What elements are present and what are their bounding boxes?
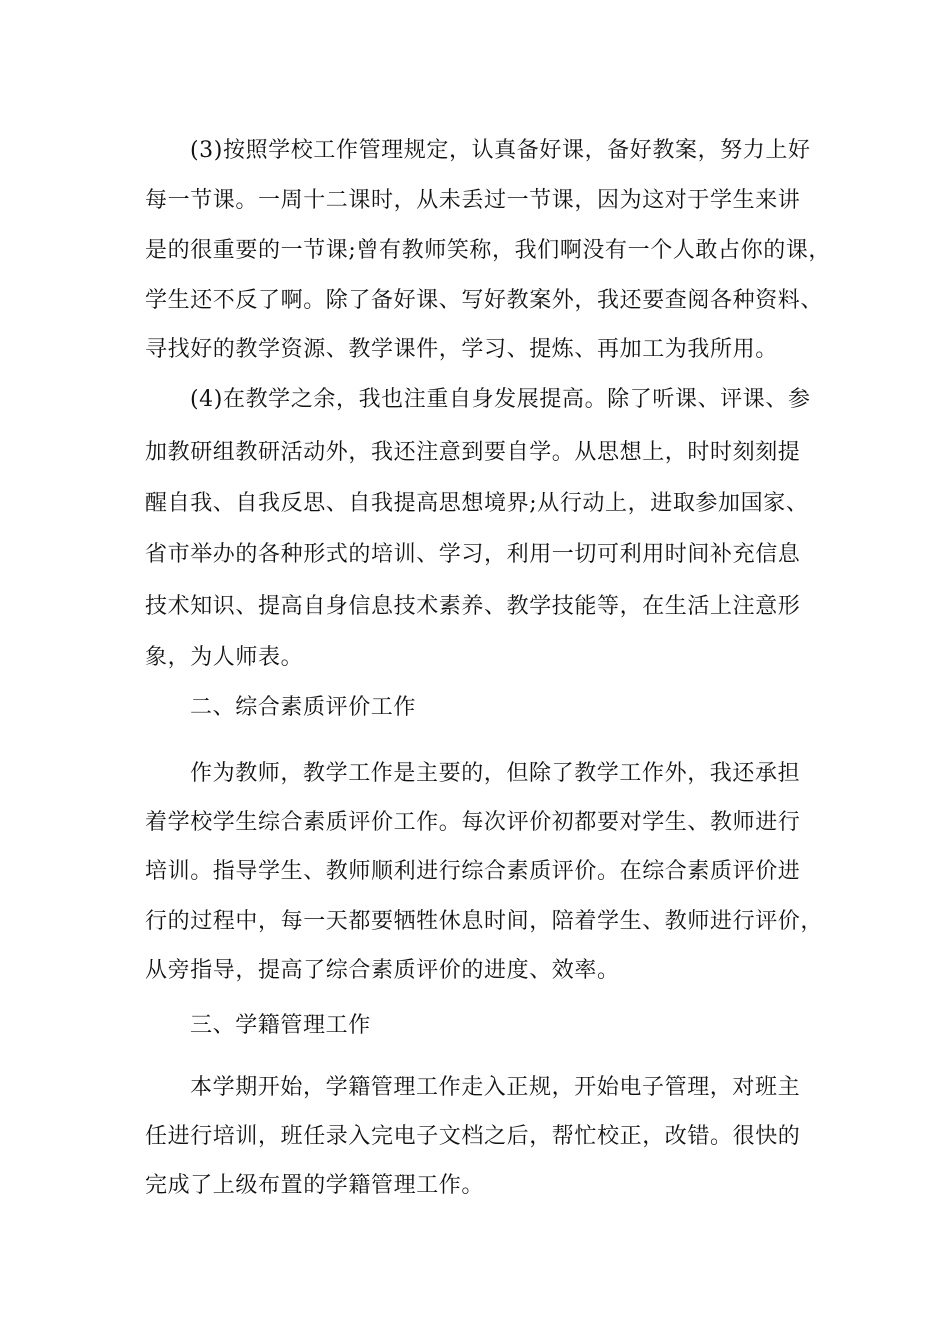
- section-heading-2: 二、综合素质评价工作: [190, 695, 417, 720]
- paragraph-4-line-3: 醒自我、自我反思、自我提高思想境界;从行动上，进取参加国家、: [145, 491, 809, 516]
- paragraph-4-line-2: 加教研组教研活动外，我还注意到要自学。从思想上，时时刻刻提: [145, 440, 801, 465]
- paragraph-4-line-4: 省市举办的各种形式的培训、学习，利用一切可利用时间补充信息: [145, 542, 801, 567]
- section-2-line-5: 从旁指导，提高了综合素质评价的进度、效率。: [145, 958, 620, 983]
- paragraph-3-line-3: 是的很重要的一节课;曾有教师笑称，我们啊没有一个人敢占你的课，: [145, 238, 832, 263]
- section-2-line-4: 行的过程中，每一天都要牺牲休息时间，陪着学生、教师进行评价，: [145, 909, 824, 934]
- paragraph-3-line-2: 每一节课。一周十二课时，从未丢过一节课，因为这对于学生来讲: [145, 188, 801, 213]
- section-3-line-3: 完成了上级布置的学籍管理工作。: [145, 1173, 485, 1198]
- section-3-line-2: 任进行培训，班任录入完电子文档之后，帮忙校正，改错。很快的: [145, 1124, 801, 1149]
- paragraph-3-line-5: 寻找好的教学资源、教学课件，学习、提炼、再加工为我所用。: [145, 337, 778, 362]
- section-2-line-2: 着学校学生综合素质评价工作。每次评价初都要对学生、教师进行: [145, 810, 801, 835]
- paragraph-4-line-6: 象，为人师表。: [145, 645, 304, 670]
- section-2-line-1: 作为教师，教学工作是主要的，但除了教学工作外，我还承担: [190, 761, 801, 786]
- paragraph-3-line-1: (3)按照学校工作管理规定，认真备好课，备好教案，努力上好: [190, 138, 811, 163]
- section-2-line-3: 培训。指导学生、教师顺利进行综合素质评价。在综合素质评价进: [145, 859, 801, 884]
- paragraph-4-line-1: (4)在教学之余，我也注重自身发展提高。除了听课、评课、参: [190, 387, 811, 412]
- section-3-line-1: 本学期开始，学籍管理工作走入正规，开始电子管理，对班主: [190, 1075, 801, 1100]
- paragraph-3-line-4: 学生还不反了啊。除了备好课、写好教案外，我还要查阅各种资料、: [145, 288, 824, 313]
- paragraph-4-line-5: 技术知识、提高自身信息技术素养、教学技能等，在生活上注意形: [145, 594, 801, 619]
- section-heading-3: 三、学籍管理工作: [190, 1013, 371, 1038]
